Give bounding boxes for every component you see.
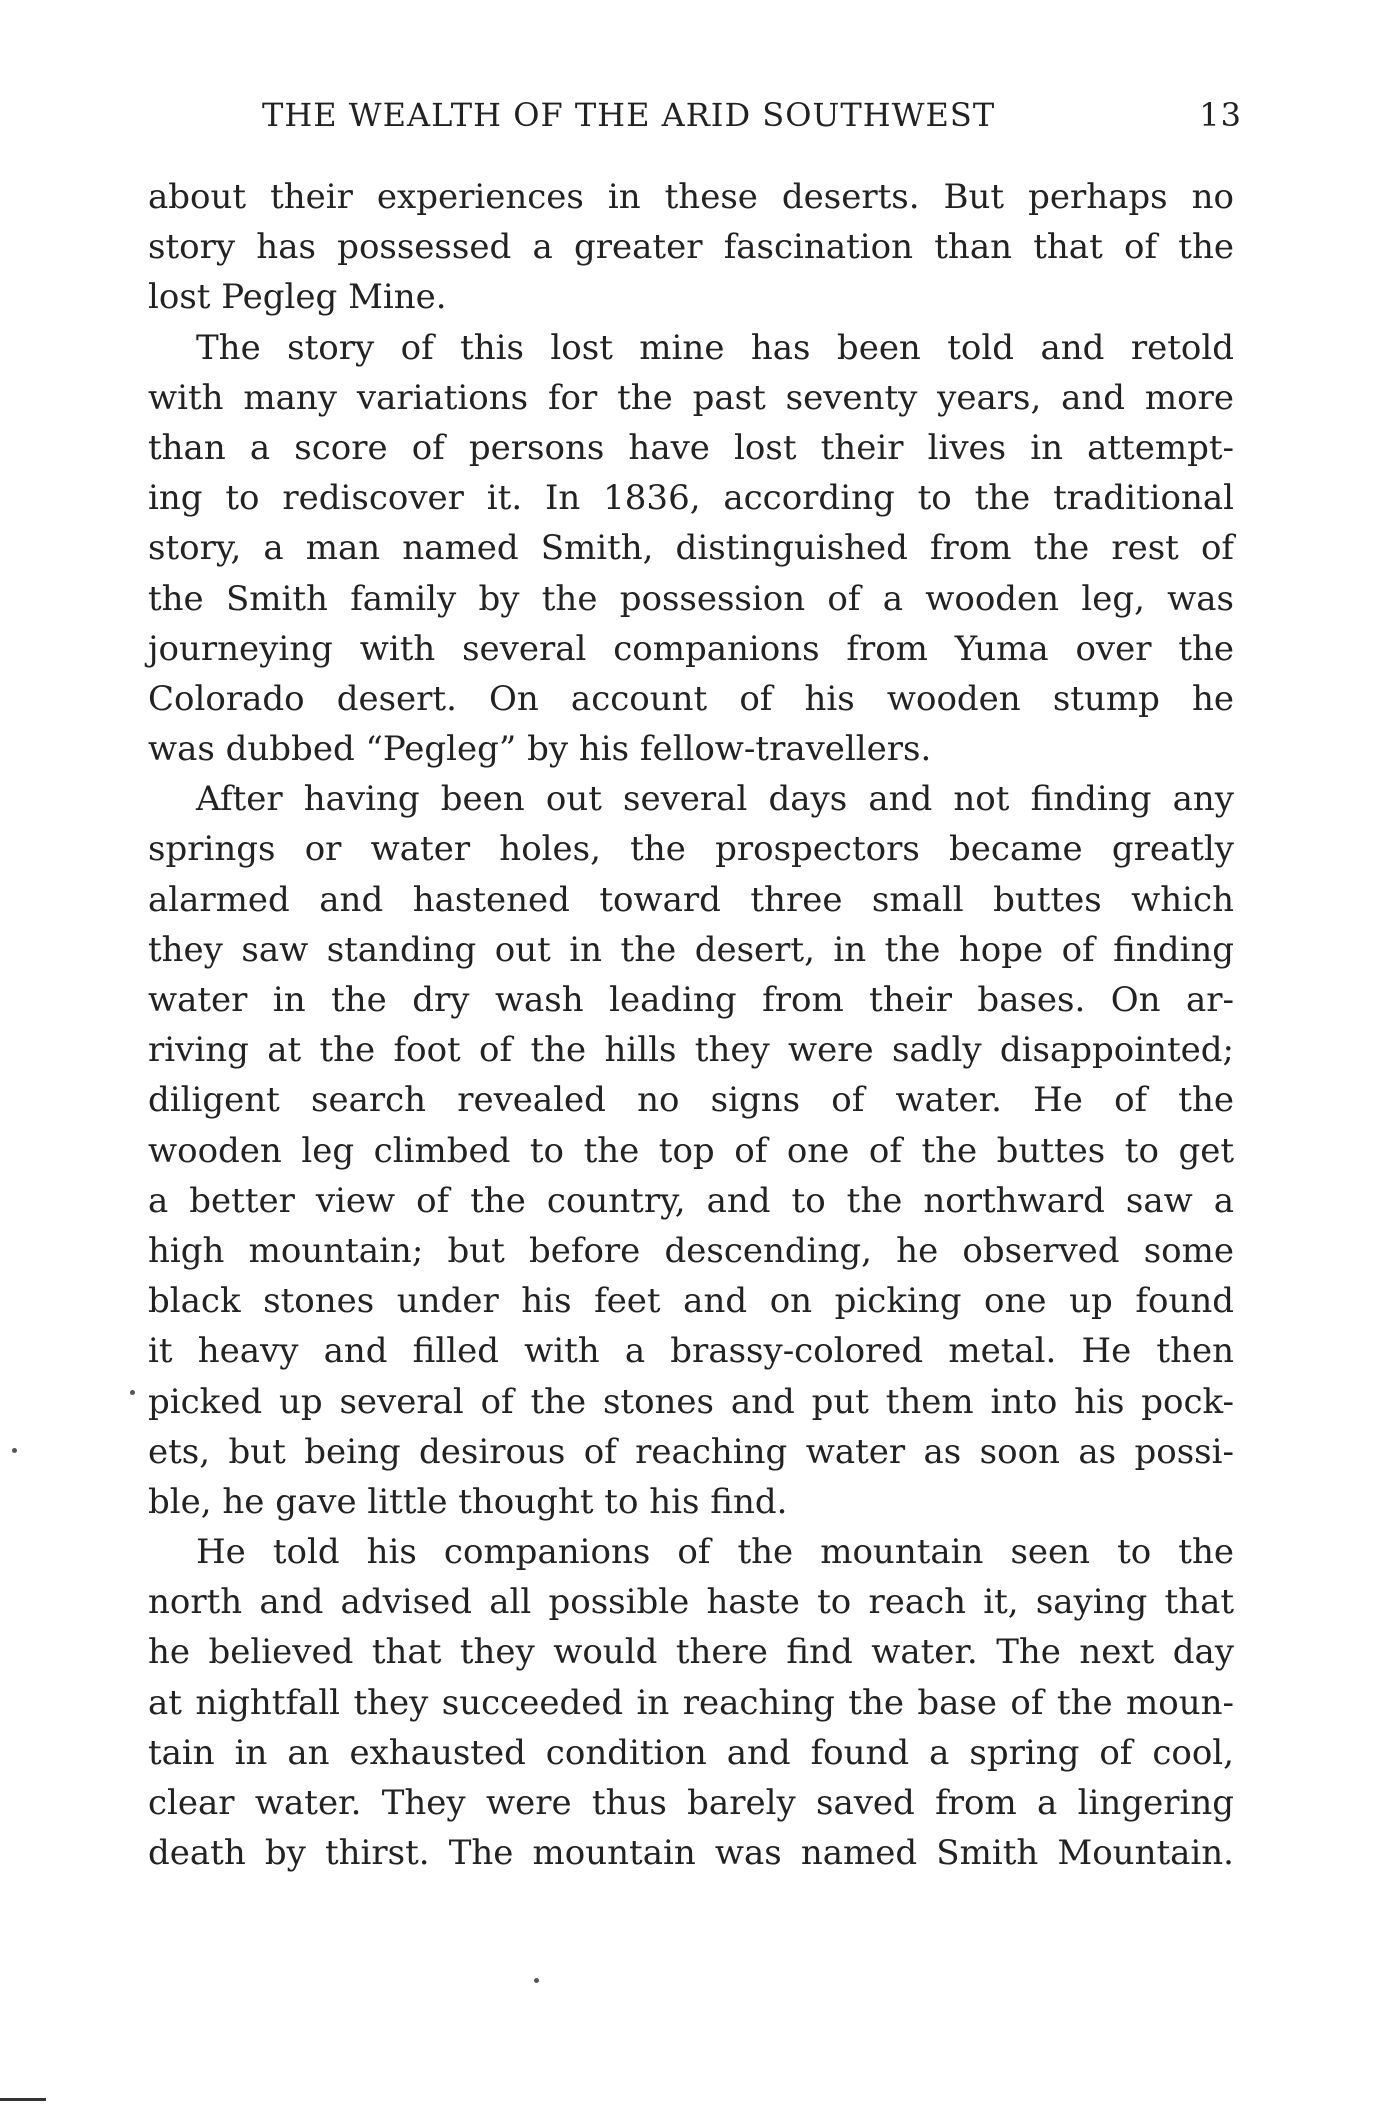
text-line: at nightfall they succeeded in reaching the base of the moun- (148, 1682, 1234, 1723)
text-line: was dubbed “Pegleg” by his fellow-travellers. (148, 729, 932, 770)
text-line: they saw standing out in the desert, in the hope of finding (148, 929, 1234, 970)
text-line: story has possessed a greater fascination than that of the (148, 227, 1234, 268)
text-line: death by thirst. The mountain was named Smith Mountain. (148, 1833, 1234, 1874)
text-line: it heavy and filled with a brassy-colored metal. He then (148, 1331, 1234, 1372)
text-line: riving at the foot of the hills they were sadly disappointed; (148, 1030, 1234, 1071)
text-line: picked up several of the stones and put them into his pock- (148, 1381, 1234, 1422)
text-line: north and advised all possible haste to reach it, saying that (148, 1582, 1234, 1623)
scan-edge-mark (0, 2098, 46, 2101)
text-line: with many variations for the past seventy years, and more (148, 377, 1234, 418)
text-line: black stones under his feet and on picking one up found (148, 1281, 1234, 1322)
text-line: springs or water holes, the prospectors became greatly (148, 829, 1234, 870)
paragraph-first-line: The story of this lost mine has been told and retold (196, 327, 1234, 368)
running-head (262, 96, 1242, 144)
text-line: the Smith family by the possession of a wooden leg, was (148, 578, 1234, 619)
text-line: ing to rediscover it. In 1836, according to the traditional (148, 478, 1234, 519)
text-line: tain in an exhausted condition and found a spring of cool, (148, 1732, 1234, 1773)
text-line: journeying with several companions from Yuma over the (148, 628, 1234, 669)
text-line: a better view of the country, and to the northward saw a (148, 1180, 1234, 1221)
ink-speck (130, 1390, 135, 1395)
text-line: than a score of persons have lost their lives in attempt- (148, 427, 1234, 468)
text-line: ble, he gave little thought to his find. (148, 1481, 788, 1522)
text-line: he believed that they would there find water. The next day (148, 1632, 1234, 1673)
text-line: diligent search revealed no signs of water. He of the (148, 1080, 1234, 1121)
text-line: wooden leg climbed to the top of one of the buttes to get (148, 1130, 1234, 1171)
text-line: water in the dry wash leading from their bases. On ar- (148, 980, 1234, 1020)
text-line: lost Pegleg Mine. (148, 277, 447, 318)
text-line: ets, but being desirous of reaching water as soon as possi- (148, 1431, 1234, 1472)
paragraph-first-line: He told his companions of the mountain seen to the (196, 1532, 1234, 1573)
text-line: story, a man named Smith, distinguished from the rest of (148, 528, 1234, 569)
running-title: THE WEALTH OF THE ARID SOUTHWEST (262, 96, 996, 134)
ink-speck (12, 1448, 17, 1453)
paragraph-first-line: After having been out several days and not finding any (196, 779, 1234, 820)
text-line: alarmed and hastened toward three small buttes which (148, 879, 1234, 920)
text-line: Colorado desert. On account of his wooden stump he (148, 678, 1234, 719)
text-line: clear water. They were thus barely saved from a lingering (148, 1783, 1234, 1823)
page-number: 13 (1199, 96, 1242, 134)
body-text (148, 172, 1234, 1878)
text-line: high mountain; but before descending, he observed some (148, 1230, 1234, 1271)
text-line: about their experiences in these deserts. But perhaps no (148, 177, 1234, 217)
ink-speck (534, 1978, 539, 1983)
